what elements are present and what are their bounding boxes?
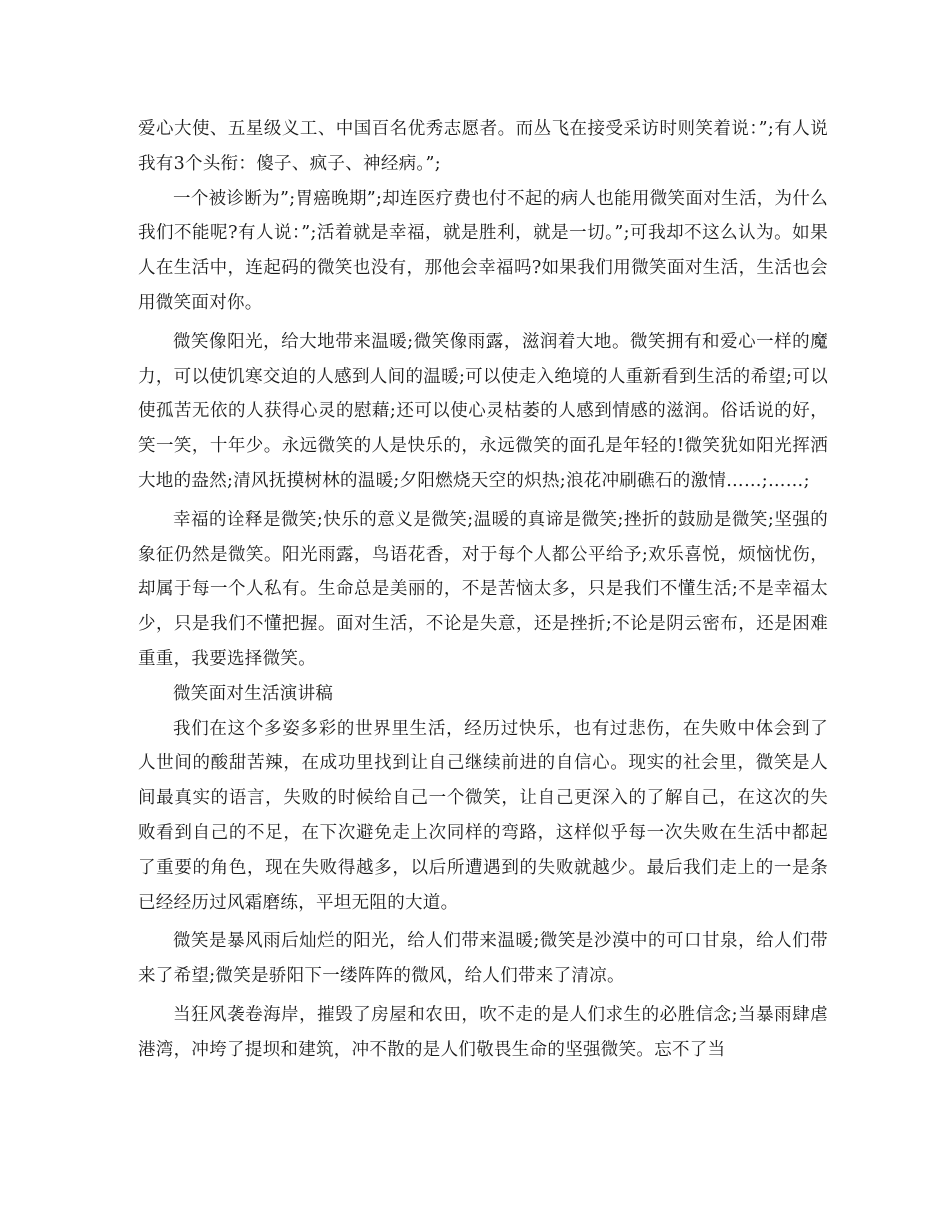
- paragraph-6: 微笑是暴风雨后灿烂的阳光，给人们带来温暖;微笑是沙漠中的可口甘泉，给人们带来了希望;微笑是骄阳下一缕阵阵的微风，给人们带来了清凉。: [138, 931, 828, 987]
- section-title: 微笑面对生活演讲稿: [173, 683, 334, 704]
- paragraph-7: 当狂风袭卷海岸，摧毁了房屋和农田，吹不走的是人们求生的必胜信念;当暴雨肆虐港湾，冲垮了提坝和建筑，冲不散的是人们敬畏生命的坚强微笑。忘不了当: [138, 1004, 828, 1060]
- paragraph-3: 微笑像阳光，给大地带来温暖;微笑像雨露，滋润着大地。微笑拥有和爱心一样的魔力，可以使饥寒交迫的人感到人间的温暖;可以使走入绝境的人重新看到生活的希望;可以使孤苦无依的人获得心灵的慰藉;还可以使心灵枯萎的人感到情感的滋润。俗话说的好，笑一笑，十年少。永远微笑的人是快乐的，永远微笑的面孔是年轻的!微笑犹如阳光挥洒大地的盎然;清风抚摸树林的温暖;夕阳燃烧天空的炽热;浪花冲刷礁石的激情……;……;: [138, 331, 828, 491]
- paragraph-2: 一个被诊断为”;胃癌晚期”;却连医疗费也付不起的病人也能用微笑面对生活，为什么我们不能呢?有人说：”;活着就是幸福，就是胜利，就是一切。”;可我却不这么认为。如果人在生活中，连起码的微笑也没有，那他会幸福吗?如果我们用微笑面对生活，生活也会用微笑面对你。: [138, 188, 828, 313]
- paragraph-5: 我们在这个多姿多彩的世界里生活，经历过快乐，也有过悲伤，在失败中体会到了人世间的酸甜苦辣，在成功里找到让自己继续前进的自信心。现实的社会里，微笑是人间最真实的语言，失败的时候给自己一个微笑，让自己更深入的了解自己，在这次的失败看到自己的不足，在下次避免走上次同样的弯路，这样似乎每一次失败在生活中都起了重要的角色，现在失败得越多，以后所遭遇到的失败就越少。最后我们走上的一是条已经经历过风霜磨练，平坦无阻的大道。: [138, 718, 828, 913]
- document-body: [138, 112, 828, 1068]
- paragraph-1: 爱心大使、五星级义工、中国百名优秀志愿者。而丛飞在接受采访时则笑着说：”;有人说我有3个头衔：傻子、疯子、神经病。”;: [138, 119, 828, 174]
- paragraph-4: 幸福的诠释是微笑;快乐的意义是微笑;温暖的真谛是微笑;挫折的鼓励是微笑;坚强的象征仍然是微笑。阳光雨露，鸟语花香，对于每个人都公平给予;欢乐喜悦，烦恼忧伤，却属于每一个人私有。生命总是美丽的，不是苦恼太多，只是我们不懂生活;不是幸福太少，只是我们不懂把握。面对生活，不论是失意，还是挫折;不论是阴云密布，还是困难重重，我要选择微笑。: [138, 509, 828, 669]
